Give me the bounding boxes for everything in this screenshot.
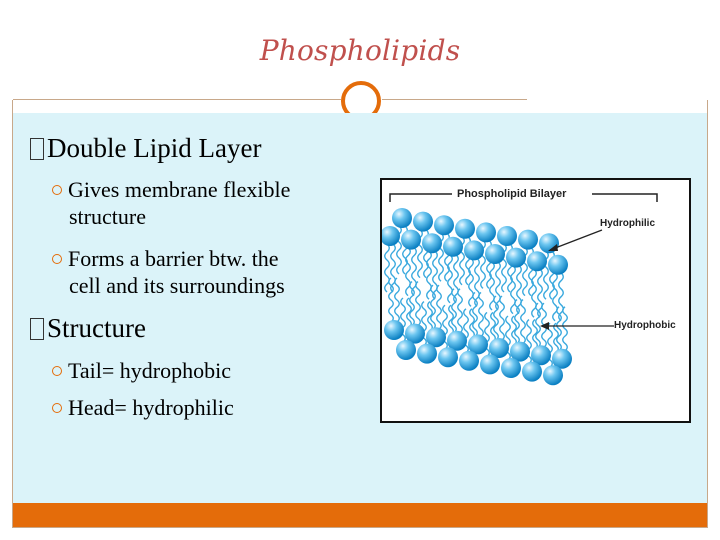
lipid-head [518, 230, 538, 250]
lipid-head [382, 226, 400, 246]
section-heading-double-lipid-layer [30, 133, 261, 164]
lipid-head [480, 354, 500, 374]
section-heading-structure [30, 313, 146, 344]
bullet-text: Head= hydrophilic [68, 395, 234, 420]
lipid-tail [427, 251, 432, 299]
section-heading-text: Structure [47, 313, 146, 343]
bullet-item [52, 357, 372, 384]
lipid-head [443, 237, 463, 257]
hydrophilic-label: Hydrophilic [600, 218, 656, 229]
lipid-tail [385, 244, 390, 292]
lipid-tail [479, 292, 484, 336]
lipid-head [392, 208, 412, 228]
bullet-item [52, 394, 372, 421]
lipid-tail [406, 248, 411, 296]
hydrophobic-label: Hydrophobic [614, 320, 676, 331]
lipid-head [417, 344, 437, 364]
lipid-head [548, 255, 568, 275]
lipid-head [384, 320, 404, 340]
lipid-tail [437, 285, 442, 329]
bullet-item [52, 245, 372, 299]
lipid-tail [458, 289, 463, 333]
bullet-box-icon [30, 138, 44, 160]
lipid-tail [511, 266, 516, 314]
title-divider-right [382, 99, 527, 100]
hydrophobic-arrowhead [540, 322, 549, 330]
lipid-tail [563, 307, 568, 351]
bottom-accent-bar [13, 503, 707, 527]
bullet-box-icon [30, 318, 44, 340]
bracket-left-line [390, 194, 452, 202]
lipid-head [522, 362, 542, 382]
lipid-head [501, 358, 521, 378]
section-heading-text: Double Lipid Layer [47, 133, 262, 163]
lipid-head [543, 365, 563, 385]
lipid-tail [532, 269, 537, 317]
phospholipid-bilayer-figure [380, 178, 691, 423]
slide-title: Phospholipids [259, 34, 461, 67]
lipid-tail [469, 258, 474, 306]
lipid-tail [395, 278, 400, 322]
lipid-head [401, 230, 421, 250]
lipid-head [422, 233, 442, 253]
lipid-tail [416, 282, 421, 326]
lipid-head [506, 248, 526, 268]
lipid-head [434, 215, 454, 235]
bullet-item [52, 176, 372, 230]
lipid-head [464, 240, 484, 260]
lipid-tail [448, 255, 453, 303]
figure-title-label: Phospholipid Bilayer [457, 188, 567, 200]
bullet-text-continued: cell and its surroundings [69, 273, 285, 298]
bullet-text-continued: structure [69, 204, 146, 229]
lipid-tail [521, 300, 526, 344]
bullet-text: Tail= hydrophobic [68, 358, 232, 383]
lipid-head [413, 212, 433, 232]
bullet-ring-icon [52, 254, 62, 264]
lipid-head [527, 251, 547, 271]
lipid-head [455, 219, 475, 239]
title-divider-left [13, 99, 341, 100]
lipid-head [396, 340, 416, 360]
lipid-tail [553, 273, 558, 321]
bullet-ring-icon [52, 185, 62, 195]
lipid-head [497, 226, 517, 246]
lipid-head [476, 222, 496, 242]
lipid-head [459, 351, 479, 371]
bracket-right-line [592, 194, 657, 202]
bullet-ring-icon [52, 403, 62, 413]
bullet-ring-icon [52, 366, 62, 376]
lipid-head [485, 244, 505, 264]
lipid-head [438, 347, 458, 367]
lipid-tail [490, 262, 495, 310]
bullet-text: Forms a barrier btw. the [68, 246, 279, 271]
bullet-text: Gives membrane flexible [68, 177, 291, 202]
lipid-tail [500, 296, 505, 340]
bilayer-illustration [382, 180, 689, 421]
